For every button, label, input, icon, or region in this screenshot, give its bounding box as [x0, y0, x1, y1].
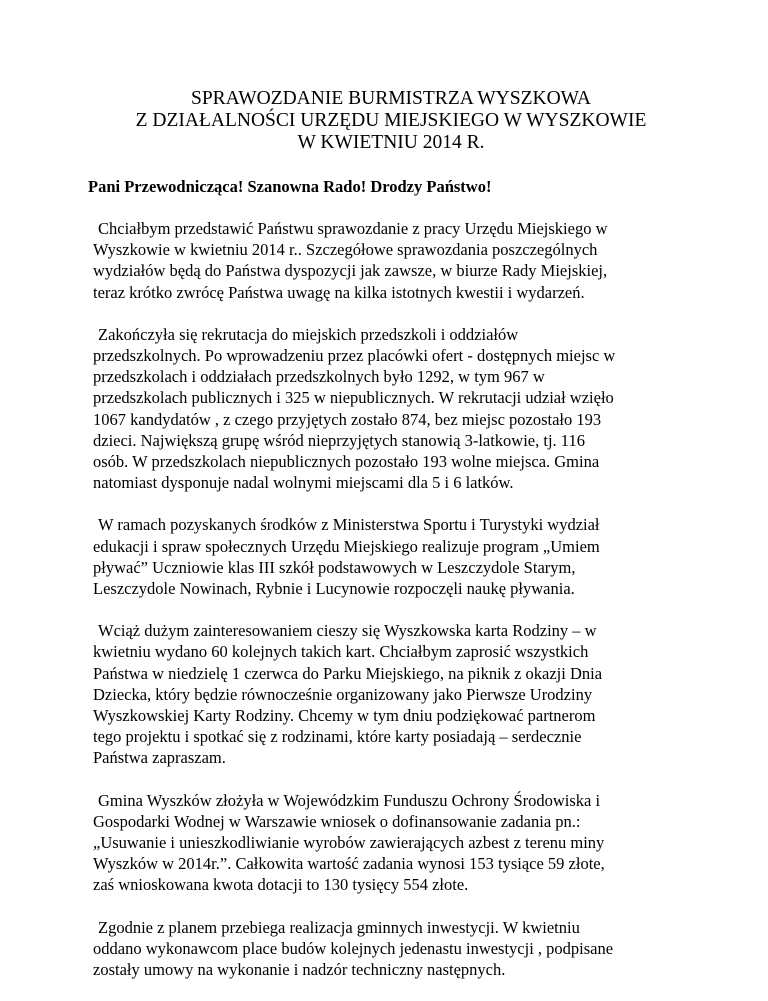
text-line: przedszkolach publicznych i 325 w niepublicznych. W rekrutacji udział wzięło: [93, 388, 614, 408]
title-line: W KWIETNIU 2014 R.: [297, 132, 485, 153]
text-line: Leszczydole Nowinach, Rybnie i Lucynowie rozpoczęli naukę pływania.: [93, 579, 575, 599]
text-line: edukacji i spraw społecznych Urzędu Miejskiego realizuje program „Umiem: [93, 536, 600, 556]
paragraph-4: [88, 620, 694, 768]
title-line: Z DZIAŁALNOŚCI URZĘDU MIEJSKIEGO W WYSZKOWIE: [135, 110, 647, 131]
text-line: „Usuwanie i unieszkodliwianie wyrobów zawierających azbest z terenu miny: [93, 833, 605, 853]
text-line: zaś wnioskowana kwota dotacji to 130 tysięcy 554 złote.: [93, 875, 469, 895]
text-line: Wyszkowie w kwietniu 2014 r.. Szczegółowe sprawozdania poszczególnych: [93, 240, 598, 260]
text-line: dzieci. Największą grupę wśród nieprzyjętych stanowią 3-latkowie, tj. 116: [93, 430, 585, 450]
text-line: Wyszkowskiej Karty Rodziny. Chcemy w tym dniu podziękować partnerom: [93, 706, 596, 726]
text-line: Państwa w niedzielę 1 czerwca do Parku Miejskiego, na piknik z okazji Dnia: [93, 663, 603, 683]
title-line: SPRAWOZDANIE BURMISTRZA WYSZKOWA: [190, 88, 591, 109]
paragraph-3: [88, 514, 694, 599]
paragraph-6: [88, 917, 694, 981]
text-line: pływać” Uczniowie klas III szkół podstawowych w Leszczydole Starym,: [93, 557, 576, 577]
text-line: Zakończyła się rekrutacja do miejskich przedszkoli i oddziałów: [98, 324, 519, 344]
text-line: Państwa zapraszam.: [93, 748, 226, 768]
document-title: [88, 88, 694, 154]
document-page: [88, 88, 694, 1001]
text-line: zostały umowy na wykonanie i nadzór techniczny następnych.: [93, 960, 506, 980]
text-line: Zgodnie z planem przebiega realizacja gminnych inwestycji. W kwietniu: [98, 917, 580, 937]
text-line: Gospodarki Wodnej w Warszawie wniosek o dofinansowanie zadania pn.:: [93, 811, 581, 831]
text-line: Wciąż dużym zainteresowaniem cieszy się Wyszkowska karta Rodziny – w: [98, 621, 597, 641]
text-line: osób. W przedszkolach niepublicznych pozostało 193 wolne miejsca. Gmina: [93, 452, 600, 472]
text-line: oddano wykonawcom place budów kolejnych jedenastu inwestycji , podpisane: [93, 938, 614, 958]
text-line: kwietniu wydano 60 kolejnych takich kart. Chciałbym zaprosić wszystkich: [93, 642, 589, 662]
paragraph-5: [88, 790, 694, 896]
text-line: teraz krótko zwrócę Państwa uwagę na kilka istotnych kwestii i wydarzeń.: [93, 282, 585, 302]
text-line: przedszkolach i oddziałach przedszkolnych było 1292, w tym 967 w: [93, 367, 545, 387]
paragraph-2: [88, 324, 694, 494]
greeting: Pani Przewodnicząca! Szanowna Rado! Drodzy Państwo!: [88, 177, 492, 196]
text-line: Dziecka, który będzie równocześnie organizowany jako Pierwsze Urodziny: [93, 684, 593, 704]
text-line: wydziałów będą do Państwa dyspozycji jak zawsze, w biurze Rady Miejskiej,: [93, 261, 608, 281]
text-line: W ramach pozyskanych środków z Ministerstwa Sportu i Turystyki wydział: [98, 515, 600, 535]
paragraph-1: [88, 218, 694, 303]
text-line: Wyszków w 2014r.”. Całkowita wartość zadania wynosi 153 tysiące 59 złote,: [93, 854, 605, 874]
text-line: Chciałbym przedstawić Państwu sprawozdanie z pracy Urzędu Miejskiego w: [98, 219, 608, 238]
text-line: tego projektu i spotkać się z rodzinami, które karty posiadają – serdecznie: [93, 727, 582, 747]
text-line: 1067 kandydatów , z czego przyjętych zostało 874, bez miejsc pozostało 193: [93, 409, 602, 429]
text-line: przedszkolnych. Po wprowadzeniu przez placówki ofert - dostępnych miejsc w: [93, 346, 616, 366]
text-line: Gmina Wyszków złożyła w Wojewódzkim Funduszu Ochrony Środowiska i: [98, 790, 601, 810]
text-line: natomiast dysponuje nadal wolnymi miejscami dla 5 i 6 latków.: [93, 473, 514, 493]
